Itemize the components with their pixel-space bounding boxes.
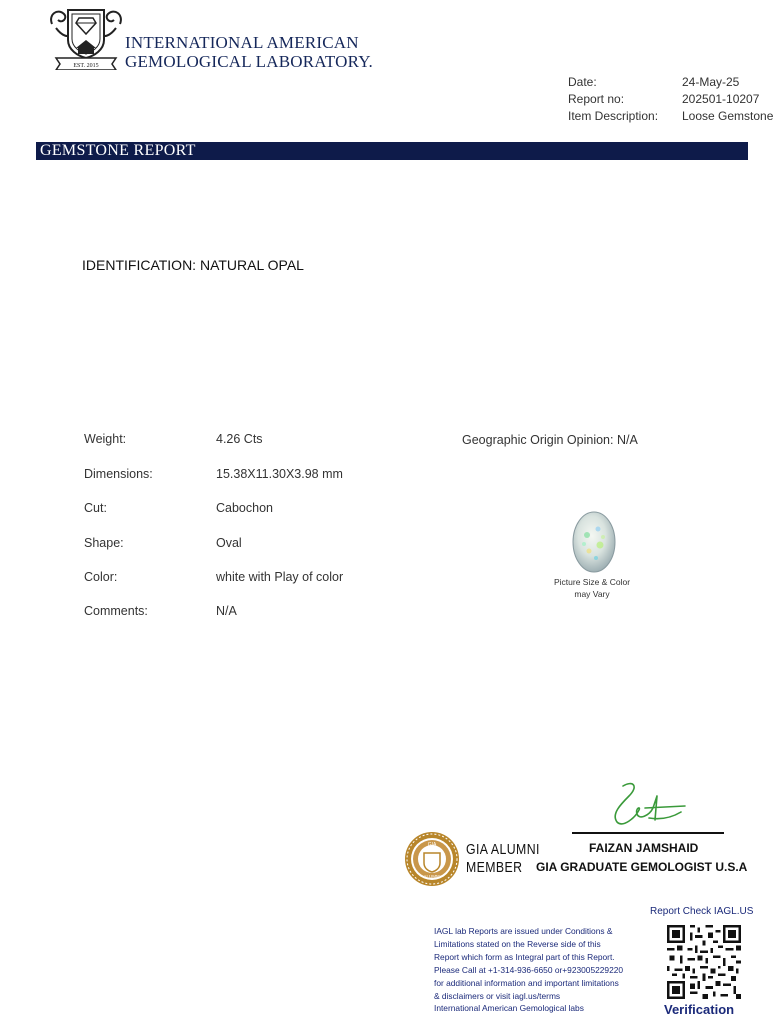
- property-value: 4.26 Cts: [216, 432, 263, 446]
- disclaimer-line: for additional information and important limitations: [434, 977, 619, 988]
- property-label: Comments:: [84, 604, 148, 618]
- gia-alumni-badge: [466, 841, 540, 877]
- date-value: 24-May-25: [682, 75, 740, 89]
- disclaimer-line: Limitations stated on the Reverse side of this: [434, 938, 601, 949]
- property-value: Cabochon: [216, 501, 273, 515]
- meta-item-row: [568, 108, 773, 125]
- disclaimer-line: International American Gemological labs: [434, 1003, 584, 1014]
- report-number-label: Report no:: [568, 92, 625, 106]
- report-check-link[interactable]: Report Check IAGL.US: [650, 906, 754, 917]
- disclaimer: [434, 925, 656, 1015]
- picture-caption-line1: Picture Size & Color: [553, 577, 631, 587]
- property-label: Color:: [84, 570, 118, 584]
- property-value: 15.38X11.30X3.98 mm: [216, 467, 343, 481]
- picture-caption-line2: may Vary: [574, 589, 610, 599]
- property-label: Weight:: [84, 432, 127, 446]
- property-value: white with Play of color: [216, 570, 344, 584]
- org-name-line2: GEMOLOGICAL LABORATORY.: [125, 52, 373, 71]
- report-title-banner: [36, 142, 748, 160]
- date-label: Date:: [568, 75, 597, 89]
- gia-alumni-line2: MEMBER: [466, 859, 523, 876]
- svg-text:GIA: GIA: [427, 842, 437, 848]
- organization-name: [125, 33, 373, 71]
- opal-gem-image: [572, 511, 616, 573]
- item-description-label: Item Description:: [568, 109, 659, 123]
- svg-text:ALUMNI: ALUMNI: [423, 874, 441, 879]
- signer-name: FAIZAN JAMSHAID: [589, 841, 699, 855]
- disclaimer-line: Report which form as Integral part of this Report.: [434, 951, 615, 962]
- qr-code-icon[interactable]: [667, 925, 741, 999]
- report-number-value: 202501-10207: [682, 92, 760, 106]
- org-name-line1: INTERNATIONAL AMERICAN: [125, 33, 359, 52]
- signature-image: [605, 778, 689, 832]
- meta-date-row: [568, 74, 773, 91]
- geographic-origin: Geographic Origin Opinion: N/A: [462, 433, 638, 447]
- picture-caption: [540, 576, 644, 600]
- svg-text:EST. 2015: EST. 2015: [73, 63, 99, 69]
- disclaimer-line: IAGL lab Reports are issued under Conditions &: [434, 926, 613, 936]
- identification: IDENTIFICATION: NATURAL OPAL: [82, 257, 304, 273]
- property-label: Shape:: [84, 536, 124, 550]
- property-label: Cut:: [84, 501, 107, 515]
- property-value: N/A: [216, 604, 237, 618]
- meta-report-row: [568, 91, 773, 108]
- signature-line: [572, 832, 724, 834]
- verification-label: Verification: [664, 1002, 735, 1017]
- disclaimer-line: & disclaimers or visit iagl.us/terms: [434, 990, 561, 1001]
- gia-alumni-line1: GIA ALUMNI: [466, 841, 540, 858]
- disclaimer-line: Please Call at +1-314-936-6650 or+923005229220: [434, 964, 624, 975]
- report-meta: [568, 74, 773, 125]
- item-description-value: Loose Gemstone: [682, 109, 773, 123]
- signer-title: GIA GRADUATE GEMOLOGIST U.S.A: [536, 860, 748, 874]
- property-value: Oval: [216, 536, 242, 550]
- lab-crest-icon: [48, 4, 124, 70]
- report-title: GEMSTONE REPORT: [40, 142, 196, 159]
- property-label: Dimensions:: [84, 467, 153, 481]
- gia-alumni-seal-icon: [404, 831, 460, 887]
